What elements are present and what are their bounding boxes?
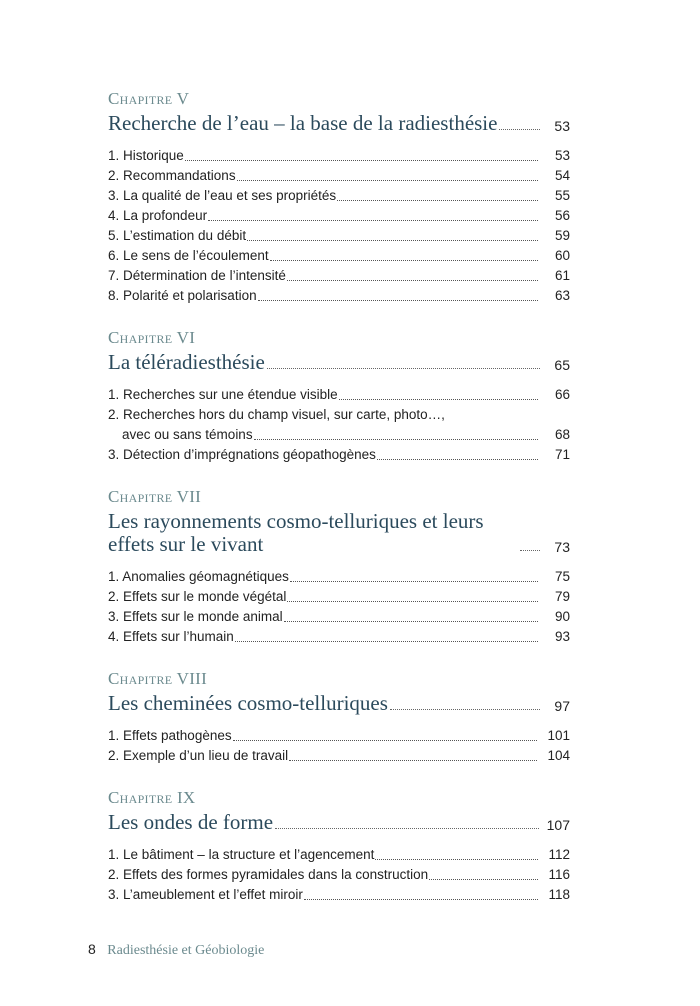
entry-title: 4. Effets sur l’humain [108, 629, 234, 644]
chapter-title: Recherche de l’eau – la base de la radiesthésie [108, 111, 498, 135]
entry-page: 93 [554, 629, 570, 644]
page-number: 8 [88, 941, 96, 957]
entry-page: 66 [554, 387, 570, 402]
dot-leader [304, 899, 538, 900]
entry-title: 2. Exemple d’un lieu de travail [108, 748, 289, 763]
entry-title: 3. La qualité de l’eau et ses propriétés [108, 188, 337, 203]
chapter-title-row[interactable] [108, 692, 570, 715]
chapter-title-row[interactable] [108, 510, 570, 556]
dot-leader [235, 641, 538, 642]
dot-leader [284, 621, 538, 622]
dot-leader [270, 260, 538, 261]
toc-entry[interactable] [108, 726, 570, 746]
entry-title: 1. Historique [108, 148, 184, 163]
toc-entry[interactable] [108, 385, 570, 405]
toc-entry[interactable] [108, 206, 570, 226]
entry-page: 116 [548, 867, 570, 882]
chapter-6 [108, 327, 570, 465]
chapter-label: Chapitre VI [108, 328, 196, 347]
entry-title: 3. L’ameublement et l’effet miroir [108, 887, 303, 902]
chapter-title-row[interactable] [108, 351, 570, 374]
entry-title: 2. Effets sur le monde végétal [108, 589, 287, 604]
book-title: Radiesthésie et Géobiologie [107, 943, 265, 958]
chapter-9 [108, 787, 570, 905]
entry-page: 101 [547, 728, 570, 743]
chapter-title: La téléradiesthésie [108, 350, 265, 374]
entry-page: 54 [554, 168, 570, 183]
dot-leader [339, 399, 538, 400]
entry-page: 104 [547, 748, 570, 763]
toc-entry[interactable] [108, 865, 570, 885]
chapter-page: 53 [554, 118, 570, 134]
dot-leader [287, 280, 538, 281]
dot-leader [275, 828, 539, 829]
page-footer [88, 941, 264, 959]
entry-title: 4. La profondeur [108, 208, 208, 223]
toc-entry[interactable] [108, 186, 570, 206]
chapter-page: 73 [554, 539, 570, 555]
chapter-title: Les rayonnements cosmo-telluriques et leurs effets sur le vivant [108, 509, 484, 556]
entry-page: 56 [554, 208, 570, 223]
entry-page: 75 [554, 569, 570, 584]
toc-entry[interactable] [108, 567, 570, 587]
entry-page: 53 [554, 148, 570, 163]
chapter-page: 97 [554, 698, 570, 714]
toc-entry[interactable] [108, 226, 570, 246]
toc-entry[interactable] [108, 445, 570, 465]
entry-page: 71 [554, 447, 570, 462]
chapter-label: Chapitre V [108, 89, 190, 108]
entry-page: 79 [554, 589, 570, 604]
entry-title: 3. Détection d’imprégnations géopathogènes [108, 447, 376, 462]
entry-title: 5. L’estimation du débit [108, 228, 247, 243]
chapter-8 [108, 668, 570, 766]
chapter-page: 107 [546, 817, 570, 833]
dot-leader [287, 601, 538, 602]
entry-page: 63 [554, 288, 570, 303]
entry-title: 1. Le bâtiment – la structure et l’agencement [108, 847, 375, 862]
dot-leader [377, 459, 538, 460]
chapter-7 [108, 486, 570, 647]
chapter-title: Les cheminées cosmo-telluriques [108, 691, 388, 715]
toc-entry[interactable] [108, 246, 570, 266]
entry-title: 3. Effets sur le monde animal [108, 609, 283, 624]
entry-page: 118 [548, 887, 570, 902]
entry-title-line-2: avec ou sans témoins [122, 427, 253, 442]
toc-entry[interactable] [108, 266, 570, 286]
entry-page: 61 [554, 268, 570, 283]
dot-leader [247, 240, 538, 241]
chapter-label: Chapitre VIII [108, 669, 208, 688]
dot-leader [375, 859, 538, 860]
dot-leader [499, 129, 540, 130]
toc-entry[interactable] [108, 166, 570, 186]
chapter-label: Chapitre IX [108, 788, 196, 807]
entry-page: 112 [548, 847, 570, 862]
chapter-title-row[interactable] [108, 811, 570, 834]
entry-title: 8. Polarité et polarisation [108, 288, 257, 303]
dot-leader [520, 550, 540, 551]
toc-entry[interactable] [108, 607, 570, 627]
entry-title: 1. Recherches sur une étendue visible [108, 387, 338, 402]
dot-leader [254, 439, 538, 440]
entry-page: 68 [554, 427, 570, 442]
chapter-label: Chapitre VII [108, 487, 202, 506]
entry-title: 2. Effets des formes pyramidales dans la construction [108, 867, 429, 882]
toc-entry[interactable] [108, 746, 570, 766]
chapter-page: 65 [554, 357, 570, 373]
entry-title-line-1[interactable]: 2. Recherches hors du champ visuel, sur carte, photo…, [108, 407, 445, 422]
dot-leader [208, 220, 538, 221]
chapter-title-row[interactable] [108, 112, 570, 135]
toc-entry[interactable] [108, 845, 570, 865]
entry-title: 7. Détermination de l’intensité [108, 268, 286, 283]
entry-page: 59 [554, 228, 570, 243]
entry-page: 55 [554, 188, 570, 203]
dot-leader [337, 200, 538, 201]
toc-entry[interactable] [108, 425, 570, 445]
toc-entry[interactable] [108, 587, 570, 607]
entry-title: 1. Anomalies géomagnétiques [108, 569, 289, 584]
entry-title: 2. Recommandations [108, 168, 236, 183]
dot-leader [429, 879, 538, 880]
dot-leader [233, 740, 538, 741]
toc-entry[interactable] [108, 146, 570, 166]
entry-title: 6. Le sens de l’écoulement [108, 248, 269, 263]
dot-leader [289, 760, 537, 761]
toc-entry[interactable] [108, 885, 570, 905]
dot-leader [290, 581, 538, 582]
entry-page: 60 [554, 248, 570, 263]
dot-leader [267, 368, 540, 369]
table-of-contents [108, 88, 570, 926]
toc-entry[interactable] [108, 627, 570, 647]
toc-entry[interactable] [108, 286, 570, 306]
dot-leader [185, 160, 538, 161]
chapter-title: Les ondes de forme [108, 810, 274, 834]
entry-page: 90 [554, 609, 570, 624]
dot-leader [237, 180, 538, 181]
dot-leader [258, 300, 538, 301]
dot-leader [390, 709, 540, 710]
chapter-5 [108, 88, 570, 306]
entry-title: 1. Effets pathogènes [108, 728, 232, 743]
